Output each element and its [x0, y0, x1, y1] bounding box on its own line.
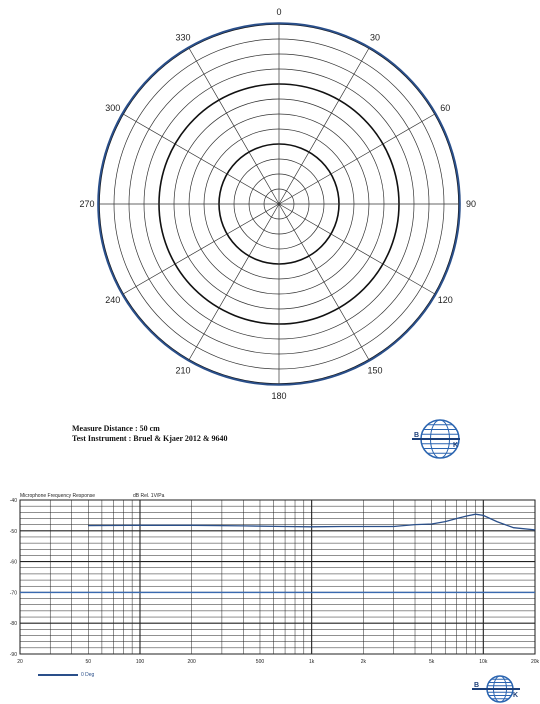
- bruel-kjaer-logo-footer: [470, 674, 522, 704]
- y-tick-label: -50: [9, 528, 17, 535]
- polar-angle-label: 240: [105, 295, 121, 305]
- polar-angle-label: 120: [437, 295, 453, 305]
- polar-spoke: [189, 204, 279, 360]
- polar-angle-label: 180: [271, 391, 287, 401]
- x-tick-label: 1k: [309, 659, 315, 665]
- polar-angle-label: 30: [369, 32, 381, 43]
- x-tick-label: 20: [17, 659, 23, 665]
- y-tick-label: -80: [9, 621, 17, 628]
- polar-spoke: [279, 204, 435, 294]
- x-tick-label: 10k: [479, 659, 488, 665]
- polar-spoke: [123, 114, 279, 204]
- polar-angle-label: 60: [440, 103, 451, 113]
- bruel-kjaer-logo: [410, 418, 462, 460]
- x-tick-label: 500: [255, 659, 265, 665]
- test-instrument-text: Test Instrument : Bruel & Kjaer 2012 & 9640: [72, 434, 228, 443]
- polar-angle-label: 0: [276, 7, 282, 17]
- logo-letter-k: K: [513, 692, 519, 699]
- x-tick-label: 50: [85, 659, 92, 665]
- y-axis-label: dB Rel. 1V/Pa: [133, 493, 165, 499]
- polar-spoke: [279, 204, 369, 360]
- chart-title: Microphone Frequency Response: [20, 493, 96, 499]
- polar-angle-label: 300: [105, 103, 121, 113]
- x-tick-label: 20k: [530, 659, 540, 665]
- polar-angle-label: 270: [79, 199, 95, 209]
- frequency-response-chart: [0, 488, 540, 670]
- y-tick-label: -90: [9, 652, 17, 658]
- polar-spoke: [279, 114, 435, 204]
- polar-spoke: [189, 48, 279, 204]
- legend-label: 0 Deg: [81, 672, 95, 678]
- x-tick-label: 5k: [429, 659, 435, 665]
- polar-spoke: [123, 204, 279, 294]
- measure-distance-text: Measure Distance : 50 cm: [72, 424, 160, 433]
- logo-letter-b: B: [414, 432, 420, 439]
- logo-letter-b: B: [474, 682, 480, 689]
- polar-spoke: [279, 48, 369, 204]
- legend: [38, 672, 94, 678]
- x-tick-label: 100: [135, 659, 145, 665]
- y-tick-label: -70: [9, 590, 17, 597]
- measurement-info: [72, 424, 228, 444]
- y-tick-label: -40: [9, 498, 17, 504]
- legend-swatch: [38, 674, 78, 676]
- x-tick-label: 2k: [360, 659, 366, 665]
- y-tick-label: -60: [9, 559, 17, 566]
- plot-frame: [20, 500, 535, 654]
- polar-angle-label: 150: [367, 365, 383, 376]
- x-tick-label: 200: [187, 659, 196, 665]
- logo-letter-k: K: [453, 442, 459, 449]
- polar-angle-label: 210: [175, 365, 191, 376]
- polar-angle-label: 90: [465, 199, 477, 209]
- polar-angle-label: 330: [175, 32, 191, 43]
